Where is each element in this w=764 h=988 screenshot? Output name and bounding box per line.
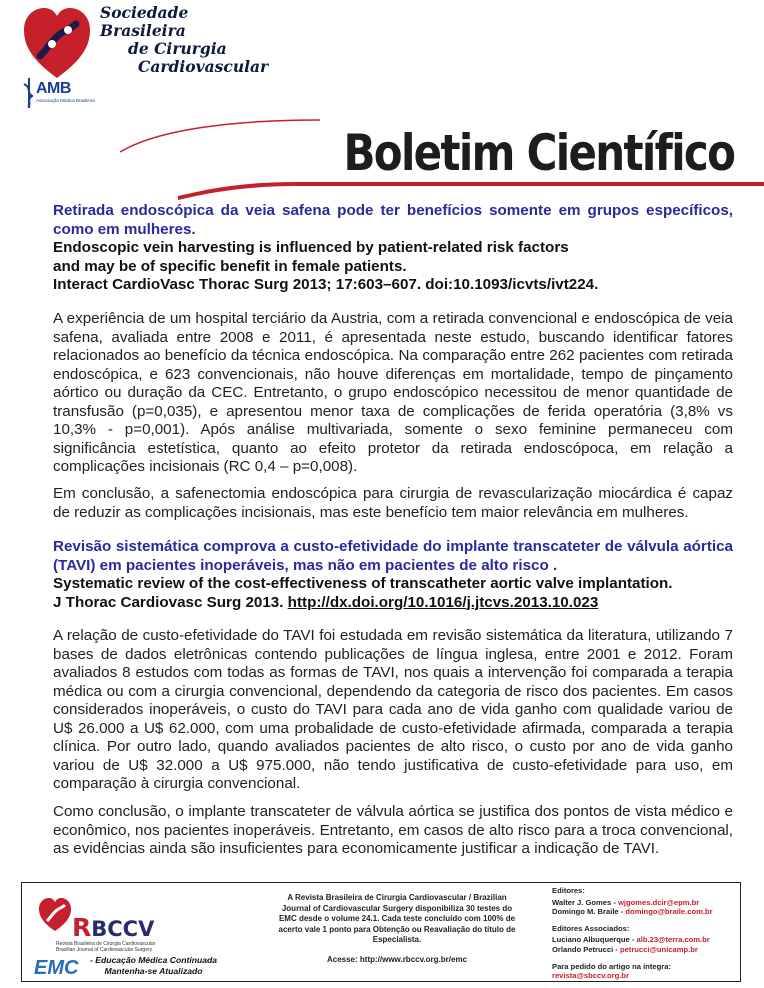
society-line-3: Cardiovascular xyxy=(138,57,269,76)
editor-email[interactable]: wjgomes.dcir@epm.br xyxy=(617,897,700,907)
rbccv-name xyxy=(72,913,154,942)
society-name xyxy=(78,4,268,76)
article-1-title-pt: Retirada endoscópica da veia safena pode ter benefícios somente em grupos específicos, como em mulheres. xyxy=(53,202,733,238)
rbccv-subtitle xyxy=(56,941,155,953)
rbccv-heart-icon xyxy=(38,897,72,933)
article-2-title-pt: Revisão sistemática comprova a custo-efetividade do implante transcateter de válvula aórtica (TAVI) em pacientes inoperáveis, mas não em pacientes de alto risco . xyxy=(53,538,733,574)
access-line xyxy=(272,955,522,964)
article-1-paragraph-2: Em conclusão, a safenectomia endoscópica para cirurgia de revascularização miocárdica é capaz de reduzir as complicações incisionais, mas este benefício tem maior relevância em mulheres. xyxy=(53,485,733,521)
article-1 xyxy=(53,202,733,295)
rbccv-subtitle-line-1: Revista Brasileira de Cirurgia Cardiovascular xyxy=(56,941,156,947)
article-2-citation-prefix: J Thorac Cardiovasc Surg 2013. xyxy=(53,593,288,611)
associate-email[interactable]: alb.23@terra.com.br xyxy=(636,935,710,945)
footer xyxy=(21,882,741,982)
sbccv-logo xyxy=(22,3,269,86)
emc-info-text: A Revista Brasileira de Cirurgia Cardiovascular / Brazilian Journal of Cardiovascular Surgery disponibiliza 30 testes do EMC desde o volume 24.1. Cada teste concluído com 100% de acerto vale 1 ponto para Obtenção ou Reavaliação do título de Especialista. xyxy=(278,893,516,945)
article-1-citation: Interact CardioVasc Thorac Surg 2013; 17:603–607. doi:10.1093/icvts/ivt224. xyxy=(53,276,599,293)
associate-item xyxy=(552,935,742,945)
associate-name: Luciano Albuquerque - xyxy=(552,935,637,945)
associate-email[interactable]: petrucci@unicamp.br xyxy=(619,944,698,954)
editor-email[interactable]: domingo@braile.com.br xyxy=(625,907,713,917)
article-1-title-en-line-2: and may be of specific benefit in female patients. xyxy=(53,257,407,275)
editor-item xyxy=(552,898,742,908)
amb-subtitle: Associação Médica Brasileira xyxy=(36,98,95,103)
access-label: Acesse: xyxy=(326,955,360,964)
society-line-2: de Cirurgia xyxy=(128,39,227,58)
editors-block xyxy=(552,886,742,981)
emc-caption xyxy=(90,955,217,977)
rbccv-subtitle-line-2: Brazilian Journal of Cardiovascular Surgery xyxy=(56,947,153,953)
amb-logo xyxy=(22,78,102,112)
editor-name: Domingo M. Braile - xyxy=(552,907,626,917)
associate-name: Orlando Petrucci - xyxy=(552,944,620,954)
article-2-paragraph-2: Como conclusão, o implante transcateter de válvula aórtica se justifica dos pontos de vista médico e econômico, nos pacientes inoperáveis. Entretanto, em casos de alto risco para a troca convencional, as evidências ainda são insuficientes para economicamente justificar a indicação de TAVI. xyxy=(53,803,733,857)
banner-title: Boletim Científico xyxy=(343,124,734,182)
request-title: Para pedido do artigo na íntegra: xyxy=(552,961,671,971)
society-line-1: Sociedade Brasileira xyxy=(100,3,189,40)
article-2-citation xyxy=(53,594,733,613)
article-2-title-en: Systematic review of the cost-effectiveness of transcatheter aortic valve implantation. xyxy=(53,575,673,592)
caduceus-icon xyxy=(22,78,36,108)
article-2-doi-link[interactable]: http://dx.doi.org/10.1016/j.jtcvs.2013.10.023 xyxy=(287,593,599,611)
article-1-paragraph-1: A experiência de um hospital terciário da Austria, com a retirada convencional e endoscópica de veia safena, avaliada entre 2008 e 2011, é apresentada neste estudo, buscando identificar fatores relacionados ao benefício da técnica endoscópica. Na comparação entre 262 pacientes com retirada endoscópica, e 623 convencionais, não houve diferenças em mortalidade, tempo de pinçamento aórtico ou duração da CEC. Entretanto, o grupo endoscópico necessitou de menor quantidade de transfusão (p=0,035), e apresentou menor taxa de complicações de ferida operatória (3,8% vs 10,3% - p=0,001). Após análise multivariada, somente o sexo feminine permaneceu com significância estetística, quanto ao efeito protetor da retirada endoscópoca, em relação a complicações incisionais (RC 0,4 – p=0,008). xyxy=(53,310,733,475)
rbccv-logo xyxy=(36,891,236,953)
emc-caption-line-1: - Educação Médica Continuada xyxy=(90,955,218,965)
emc-caption-line-2: Mantenha-se Atualizado xyxy=(104,966,203,976)
request-email[interactable]: revista@sbccv.org.br xyxy=(552,971,629,981)
emc-logo: EMC xyxy=(34,957,79,979)
rbccv-rest: BCCV xyxy=(91,917,155,941)
banner xyxy=(0,110,764,210)
editors-title: Editores: xyxy=(552,886,585,895)
editor-item xyxy=(552,907,742,917)
article-2 xyxy=(53,538,733,612)
access-url[interactable]: http://www.rbccv.org.br/emc xyxy=(359,955,468,964)
rbccv-initial: R xyxy=(72,913,92,942)
article-1-title-en-line-1: Endoscopic vein harvesting is influenced by patient-related risk factors xyxy=(53,239,569,256)
amb-name: AMB xyxy=(36,80,71,97)
article-2-paragraph-1: A relação de custo-efetividade do TAVI foi estudada em revisão sistemática da literatura, utilizando 7 bases de dados eletrônicas contendo publicações de língua inglesa, entre 2001 e 2012. Foram avaliados 8 estudos com todas as formas de TAVI, nos quais a intervenção foi comparada a terapia médica ou com a cirurgia convencional, dependendo da categoria de risco dos pacientes. Em casos considerados inoperáveis, o custo do TAVI para cada ano de vida ganho com qualidade variou de U$ 26.000 a U$ 62.000, com uma probalidade de custo-efetividade afirmada, comparada a terapia clínica. Por outro lado, quando avaliados pacientes de alto risco, o custo por ano de vida ganho variou de U$ 32.000 a U$ 975.000, não tendo justificativa de custo-efetividade para uso, em comparação à cirurgia convencional. xyxy=(53,627,733,792)
editor-name: Walter J. Gomes - xyxy=(552,897,618,907)
associate-item xyxy=(552,945,742,955)
associates-title: Editores Associados: xyxy=(552,923,630,933)
